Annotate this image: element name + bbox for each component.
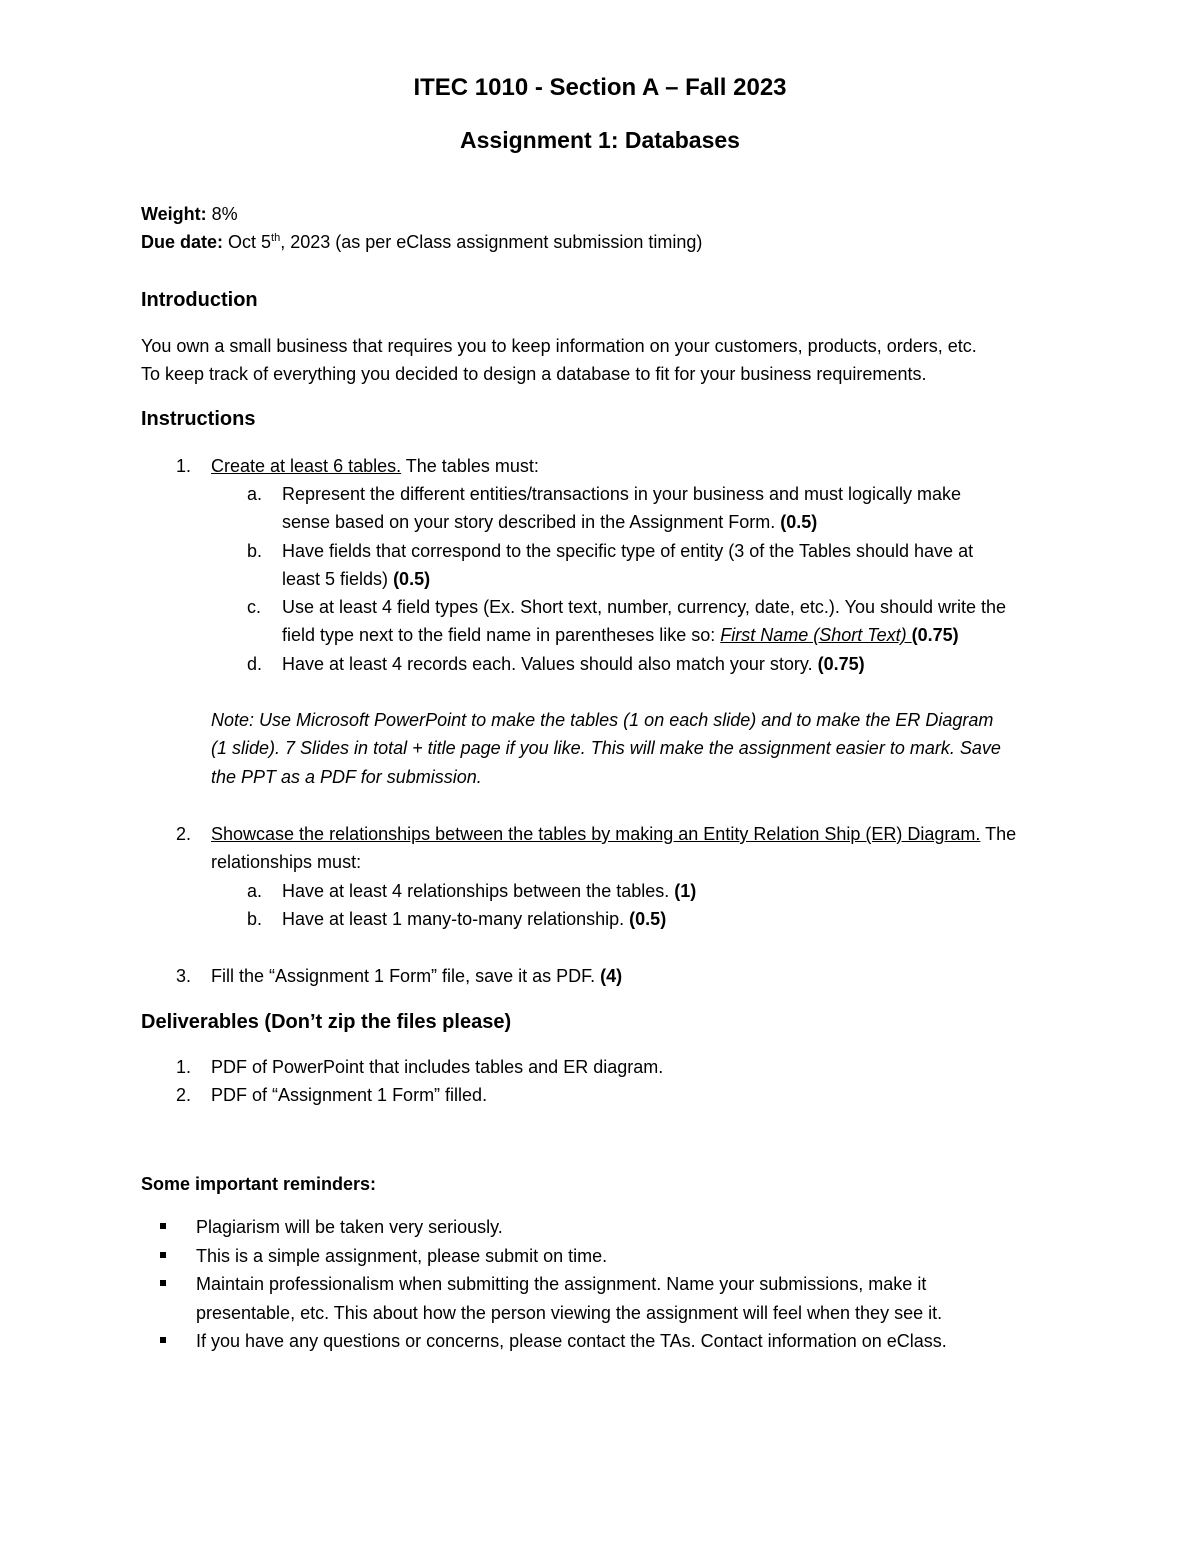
instruction-1c-letter: c. xyxy=(247,597,262,617)
instruction-1a-points: (0.5) xyxy=(780,512,818,532)
instructions-heading: Instructions xyxy=(141,408,256,430)
instruction-1a-letter: a. xyxy=(247,484,263,504)
bullet-icon xyxy=(160,1337,166,1343)
bullet-icon xyxy=(160,1223,166,1229)
weight-value: 8% xyxy=(206,204,238,224)
instruction-1-underlined: Create at least 6 tables. xyxy=(211,456,402,476)
note-line-2: (1 slide). 7 Slides in total + title page if you like. This will make the assignment easier to mark. Save xyxy=(211,738,1001,758)
instruction-1d-points: (0.75) xyxy=(817,654,865,674)
due-date-line xyxy=(141,228,702,256)
instruction-1b-points: (0.5) xyxy=(393,569,431,589)
instruction-1c-line-2: field type next to the field name in parentheses like so: First Name (Short Text) (0.75) xyxy=(282,625,959,645)
introduction-text-line-2: To keep track of everything you decided to design a database to fit for your business requirements. xyxy=(141,364,927,384)
bullet-icon xyxy=(160,1280,166,1286)
instruction-1-number: 1. xyxy=(176,456,192,476)
field-type-example: First Name (Short Text) xyxy=(720,625,912,645)
instruction-1a-line-2: sense based on your story described in the Assignment Form. (0.5) xyxy=(282,512,818,532)
instruction-2-underlined: Showcase the relationships between the tables by making an Entity Relation Ship (ER) Diagram. xyxy=(211,824,981,844)
note-line-1: Note: Use Microsoft PowerPoint to make the tables (1 on each slide) and to make the ER Diagram xyxy=(211,710,994,730)
instruction-2a-letter: a. xyxy=(247,881,263,901)
reminder-2: This is a simple assignment, please submit on time. xyxy=(196,1246,608,1266)
due-date-value: Oct 5 xyxy=(223,232,272,252)
due-date-label: Due date: xyxy=(141,232,224,252)
due-date-rest: , 2023 (as per eClass assignment submission timing) xyxy=(280,232,703,252)
weight-label: Weight: xyxy=(141,204,207,224)
note-line-3: the PPT as a PDF for submission. xyxy=(211,767,482,787)
deliverable-1-text: PDF of PowerPoint that includes tables and ER diagram. xyxy=(211,1057,664,1077)
instruction-1c-line-1: Use at least 4 field types (Ex. Short text, number, currency, date, etc.). You should write the xyxy=(282,597,1007,617)
deliverable-2-number: 2. xyxy=(176,1085,192,1105)
instruction-2-text: Showcase the relationships between the tables by making an Entity Relation Ship (ER) Diagram. The xyxy=(211,824,1017,844)
deliverables-heading: Deliverables (Don’t zip the files please) xyxy=(141,1011,512,1033)
reminder-1: Plagiarism will be taken very seriously. xyxy=(196,1217,503,1237)
instruction-1a-line-1: Represent the different entities/transactions in your business and must logically make xyxy=(282,484,962,504)
deliverable-2-text: PDF of “Assignment 1 Form” filled. xyxy=(211,1085,488,1105)
instruction-2b-points: (0.5) xyxy=(629,909,667,929)
deliverable-1-number: 1. xyxy=(176,1057,192,1077)
assignment-title: Assignment 1: Databases xyxy=(460,127,740,153)
instruction-1d-letter: d. xyxy=(247,654,263,674)
reminder-4: If you have any questions or concerns, please contact the TAs. Contact information on eClass. xyxy=(196,1331,947,1351)
reminder-3-line-1: Maintain professionalism when submitting the assignment. Name your submissions, make it xyxy=(196,1274,927,1294)
reminders-heading: Some important reminders: xyxy=(141,1174,377,1194)
instruction-2b-letter: b. xyxy=(247,909,263,929)
instruction-3-text: Fill the “Assignment 1 Form” file, save it as PDF. (4) xyxy=(211,966,623,986)
instruction-2a-points: (1) xyxy=(674,881,697,901)
instruction-2-line-2: relationships must: xyxy=(211,852,362,872)
introduction-heading: Introduction xyxy=(141,289,258,311)
weight-line xyxy=(141,200,238,228)
instruction-1d-line-1: Have at least 4 records each. Values should also match your story. (0.75) xyxy=(282,654,865,674)
instruction-2b-text: Have at least 1 many-to-many relationship. (0.5) xyxy=(282,909,667,929)
instruction-2-number: 2. xyxy=(176,824,192,844)
due-date-superscript: th xyxy=(271,232,281,244)
instruction-1b-line-1: Have fields that correspond to the specific type of entity (3 of the Tables should have at xyxy=(282,541,974,561)
bullet-icon xyxy=(160,1252,166,1258)
reminder-3-line-2: presentable, etc. This about how the person viewing the assignment will feel when they see it. xyxy=(196,1303,943,1323)
instruction-3-points: (4) xyxy=(600,966,623,986)
instruction-1-text: Create at least 6 tables. The tables must: xyxy=(211,456,539,476)
introduction-text-line-1: You own a small business that requires you to keep information on your customers, products, orders, etc. xyxy=(141,336,977,356)
instruction-1c-points: (0.75) xyxy=(911,625,959,645)
instruction-2a-text: Have at least 4 relationships between the tables. (1) xyxy=(282,881,697,901)
instruction-1b-letter: b. xyxy=(247,541,263,561)
course-title: ITEC 1010 - Section A – Fall 2023 xyxy=(413,74,787,101)
instruction-3-number: 3. xyxy=(176,966,192,986)
instruction-1b-line-2: least 5 fields) (0.5) xyxy=(282,569,431,589)
